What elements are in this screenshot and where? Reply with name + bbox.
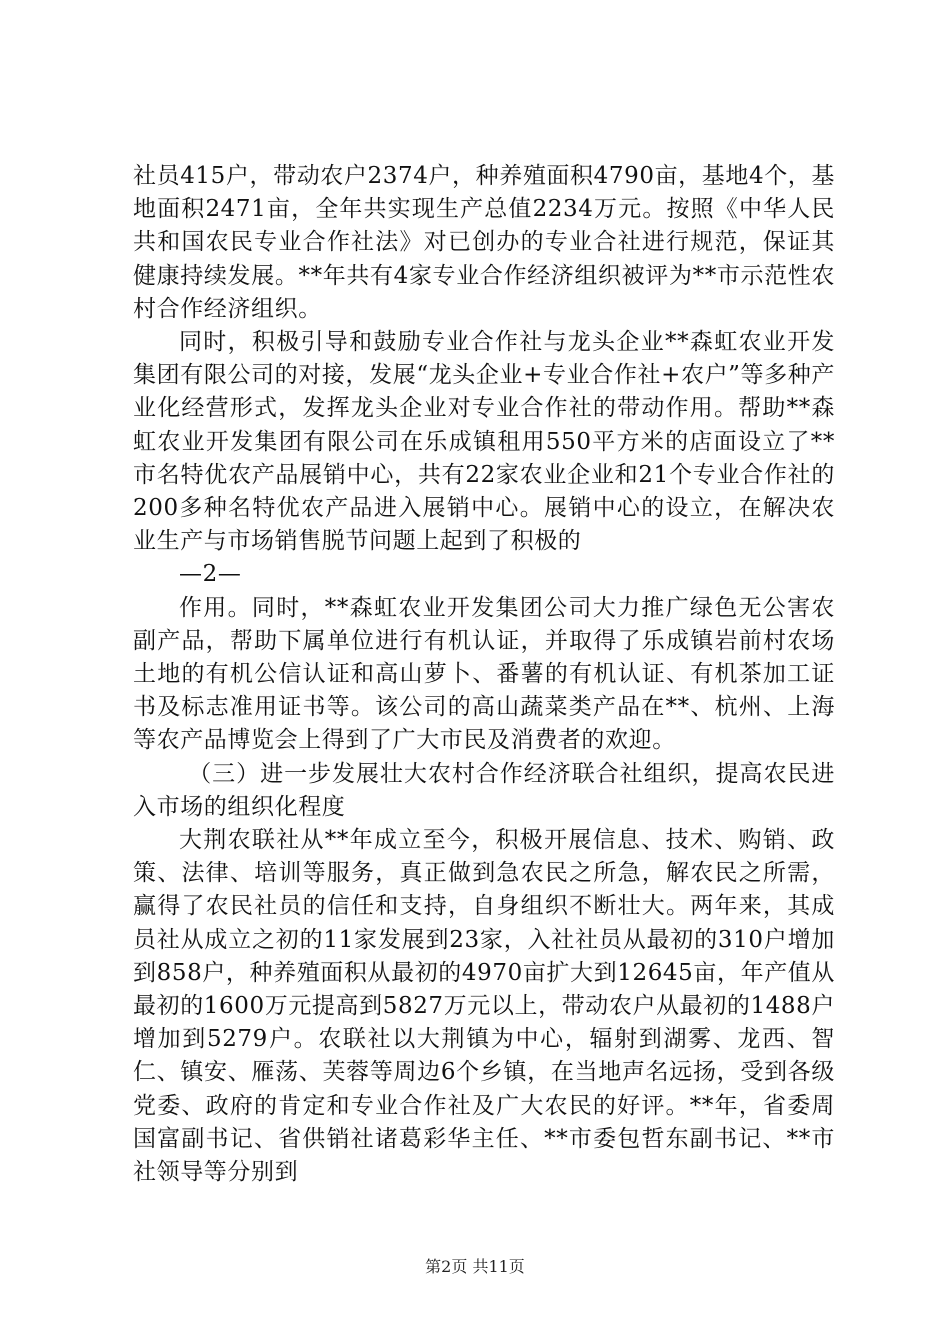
page-footer: 第2页 共11页 xyxy=(425,1257,525,1276)
paragraph-continuation: 社员415户，带动农户2374户，种养殖面积4790亩，基地4个，基地面积2471亩，全年共实现生产总值2234万元。按照《中华人民共和国农民专业合作社法》对已创办的专业合社进行规范，保证其健康持续发展。**年共有4家专业合作经济组织被评为**市示范性农村合作经济组织。 xyxy=(133,163,835,322)
paragraph-dajing-union: 大荆农联社从**年成立至今，积极开展信息、技术、购销、政策、法律、培训等服务，真正做到急农民之所急，解农民之所需，赢得了农民社员的信任和支持，自身组织不断壮大。两年来，其成员社从成立之初的11家发展到23家，入社社员从最初的310户增加到858户，种养殖面积从最初的4970亩扩大到12645亩，年产值从最初的1600万元提高到5827万元以上，带动农户从最初的1488户增加到5279户。农联社以大荆镇为中心，辐射到湖雾、龙西、智仁、镇安、雁荡、芙蓉等周边6个乡镇，在当地声名远扬，受到各级党委、政府的肯定和专业合作社及广大农民的好评。**年，省委周国富副书记、省供销社诸葛彩华主任、**市委包哲东副书记、**市社领导等分别到 xyxy=(133,827,835,1186)
document-body xyxy=(133,160,835,1189)
inline-page-marker: —2— xyxy=(179,561,242,588)
paragraph-dragon-head-enterprise: 同时，积极引导和鼓励专业合作社与龙头企业**森虹农业开发集团有限公司的对接，发展“龙头企业+专业合作社+农户”等多种产业化经营形式，发挥龙头企业对专业合作社的带动作用。帮助**森虹农业开发集团有限公司在乐成镇租用550平方米的店面设立了**市名特优农产品展销中心，共有22家农业企业和21个专业合作社的200多种名特优农产品进入展销中心。展销中心的设立，在解决农业生产与市场销售脱节问题上起到了积极的 xyxy=(133,329,835,555)
paragraph-organic-certification: 作用。同时，**森虹农业开发集团公司大力推广绿色无公害农副产品，帮助下属单位进行有机认证，并取得了乐成镇岩前村农场土地的有机公信认证和高山萝卜、番薯的有机认证、有机茶加工证书及标志准用证书等。该公司的高山蔬菜类产品在**、杭州、上海等农产品博览会上得到了广大市民及消费者的欢迎。 xyxy=(133,594,835,754)
section-heading-three: （三）进一步发展壮大农村合作经济联合社组织，提高农民进入市场的组织化程度 xyxy=(133,760,835,820)
